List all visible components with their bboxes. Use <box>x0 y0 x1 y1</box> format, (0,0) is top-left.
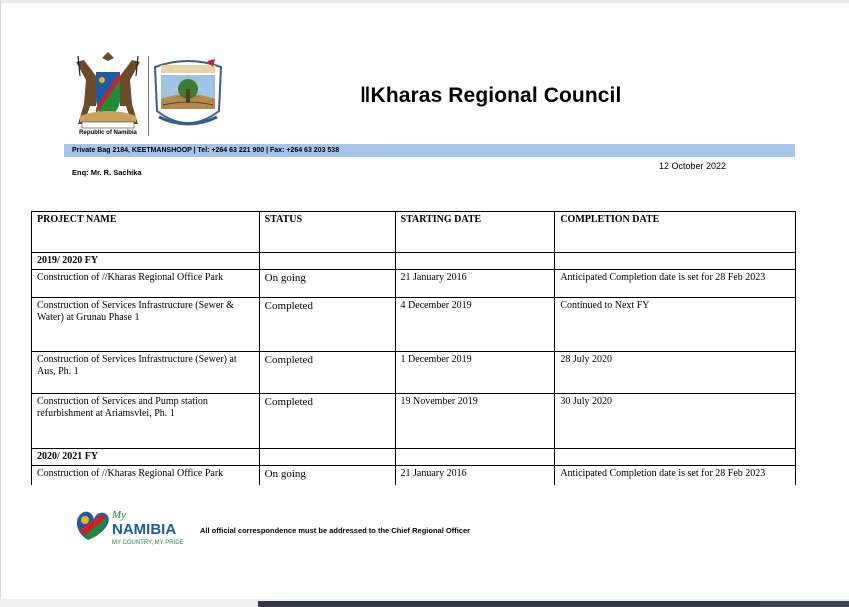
start-date-cell: 4 December 2019 <box>395 298 555 352</box>
project-cell: Construction of //Kharas Regional Office Park <box>32 270 260 298</box>
svg-text:MY COUNTRY, MY PRIDE: MY COUNTRY, MY PRIDE <box>112 540 184 546</box>
project-cell: Construction of Services and Pump station refurbishment at Ariamsvlei, Ph. 1 <box>32 394 260 449</box>
kharas-council-seal-icon <box>151 57 225 135</box>
header-project-name: PROJECT NAME <box>32 212 260 253</box>
table-header-row <box>32 212 796 253</box>
status-cell: Completed <box>259 394 395 449</box>
viewer-bottom-bar-end <box>760 601 849 607</box>
project-cell: Construction of //Kharas Regional Office Park <box>32 466 260 485</box>
status-cell: On going <box>259 270 395 298</box>
letterhead-divider <box>148 56 149 136</box>
council-title: ǁKharas Regional Council <box>360 84 622 107</box>
start-date-cell: 21 January 2016 <box>395 270 555 298</box>
completion-cell: 30 July 2020 <box>555 394 796 449</box>
header-starting-date: STARTING DATE <box>395 212 555 253</box>
completion-cell: 28 July 2020 <box>555 352 796 394</box>
viewer-top-edge <box>0 0 849 3</box>
table-row <box>32 394 796 449</box>
header-status: STATUS <box>259 212 395 253</box>
fiscal-year-label: 2020/ 2021 FY <box>32 449 260 466</box>
completion-cell: Anticipated Completion date is set for 28 Feb 2023 <box>555 270 796 298</box>
my-namibia-logo-icon <box>72 506 192 548</box>
status-cell: Completed <box>259 298 395 352</box>
completion-cell: Anticipated Completion date is set for 28 Feb 2023 <box>555 466 796 485</box>
status-cell: On going <box>259 466 395 485</box>
status-cell: Completed <box>259 352 395 394</box>
viewer-left-edge <box>0 0 1 607</box>
start-date-cell: 1 December 2019 <box>395 352 555 394</box>
header-completion-date: COMPLETION DATE <box>555 212 796 253</box>
contact-bar: Private Bag 2184, KEETMANSHOOP | Tel: +264 63 221 900 | Fax: +264 63 203 538 <box>64 144 795 157</box>
fiscal-year-label: 2019/ 2020 FY <box>32 253 260 270</box>
project-cell: Construction of Services Infrastructure (Sewer & Water) at Grunau Phase 1 <box>32 298 260 352</box>
project-cell: Construction of Services Infrastructure (Sewer) at Aus, Ph. 1 <box>32 352 260 394</box>
svg-text:My: My <box>112 509 127 521</box>
document-date: 12 October 2022 <box>659 161 727 171</box>
enquiry-line: Enq: Mr. R. Sachika <box>72 168 142 177</box>
projects-table <box>31 211 796 485</box>
footer-note: All official correspondence must be addressed to the Chief Regional Officer <box>200 526 471 535</box>
table-row <box>32 352 796 394</box>
table-row <box>32 270 796 298</box>
svg-text:NAMIBIA: NAMIBIA <box>112 521 177 538</box>
start-date-cell: 21 January 2016 <box>395 466 555 485</box>
start-date-cell: 19 November 2019 <box>395 394 555 449</box>
fiscal-year-row <box>32 253 796 270</box>
table-row <box>32 466 796 485</box>
coat-caption: Republic of Namibia <box>79 130 137 136</box>
fiscal-year-row <box>32 449 796 466</box>
table-row <box>32 298 796 352</box>
completion-cell: Continued to Next FY <box>555 298 796 352</box>
namibia-coat-of-arms-icon <box>70 50 146 130</box>
